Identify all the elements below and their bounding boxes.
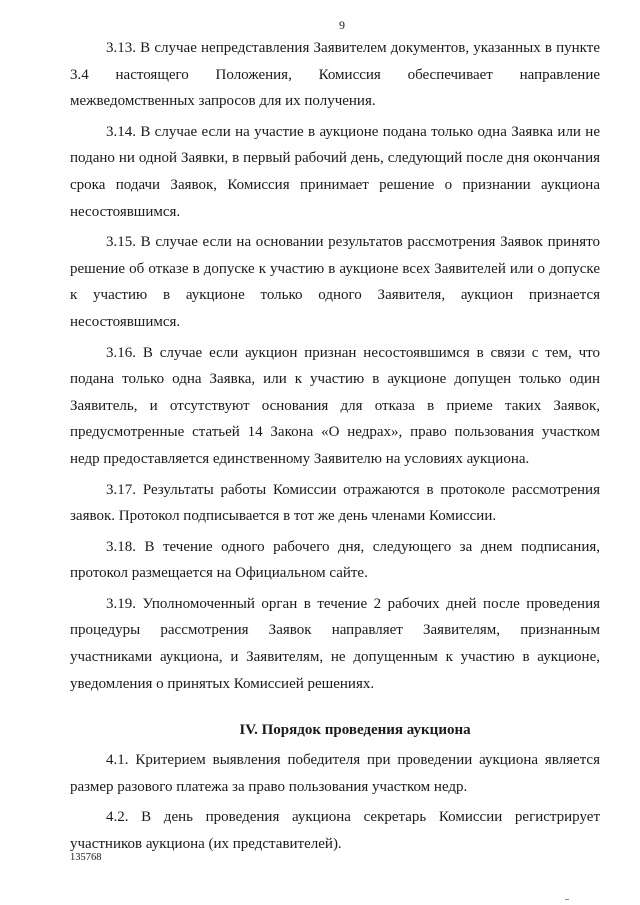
document-number: 135768: [70, 852, 102, 863]
paragraph-3-19: 3.19. Уполномоченный орган в течение 2 рабочих дней после проведения процедуры рассмотрения Заявок направляет Заявителям, признанным участниками аукциона, и Заявителям, не допущенным к участию в аукционе, уведомления о принятых Комиссией решениях.: [70, 595, 600, 692]
paragraph-3-17: 3.17. Результаты работы Комиссии отражаются в протоколе рассмотрения заявок. Протокол подписывается в тот же день членами Комиссии.: [70, 481, 600, 525]
paragraph-3-14: 3.14. В случае если на участие в аукционе подана только одна Заявка или не подано ни одной Заявки, в первый рабочий день, следующий после дня окончания срока подачи Заявок, Комиссия принимает решение о признании аукциона несостоявшимся.: [70, 123, 600, 220]
page-number: 9: [339, 18, 345, 32]
paragraph-3-15: 3.15. В случае если на основании результатов рассмотрения Заявок принято решение об отказе в допуске к участию в аукционе всех Заявителей или о допуске к участию в аукционе только одного Заявителя, аукцион признается несостоявшимся.: [70, 234, 600, 330]
paragraph-3-16: 3.16. В случае если аукцион признан несостоявшимся в связи с тем, что подана только одна Заявка, или к участию в аукционе допущен только один Заявитель, и отсутствуют основания для отказа в приеме таких Заявок, предусмотренные статьей 14 Закона «О недрах», право пользования участком недр предоставляется единственному Заявителю на условиях аукциона.: [70, 344, 600, 467]
paragraph-4-2: 4.2. В день проведения аукциона секретарь Комиссии регистрирует участников аукциона (их представителей).: [70, 809, 600, 853]
paragraph-4-1: 4.1. Критерием выявления победителя при проведении аукциона является размер разового платежа за право пользования участком недр.: [70, 752, 600, 795]
document-body: [70, 35, 600, 862]
paragraph-3-18: 3.18. В течение одного рабочего дня, следующего за днем подписания, протокол размещается на Официальном сайте.: [70, 538, 600, 582]
section-4-heading: IV. Порядок проведения аукциона: [239, 722, 471, 739]
paragraph-3-13: 3.13. В случае непредставления Заявителем документов, указанных в пункте 3.4 настоящего Положения, Комиссия обеспечивает направление межведомственных запросов для их получения.: [70, 40, 600, 110]
scan-artifact: [565, 899, 569, 900]
